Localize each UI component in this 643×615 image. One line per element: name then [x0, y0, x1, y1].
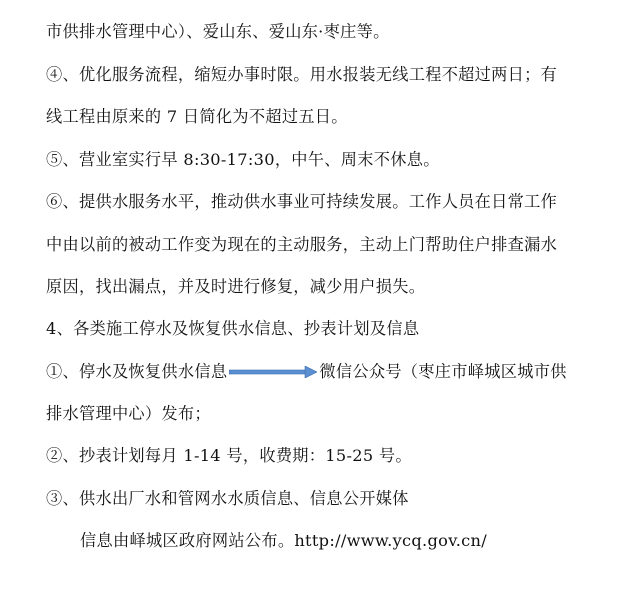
text-line-4: ⑤、营业室实行早 8:30-17:30，中午、周末不休息。: [46, 150, 440, 169]
text-line-11: ③、供水出厂水和管网水水质信息、信息公开媒体: [46, 489, 409, 508]
arrow-line-after-text: 微信公众号（枣庄市峄城区城市供: [319, 362, 567, 381]
text-line-6: 中由以前的被动工作变为现在的主动服务，主动上门帮助住户排查漏水: [46, 235, 558, 254]
text-line-9: 排水管理中心）发布；: [46, 404, 211, 423]
arrow-text-line: [46, 362, 567, 382]
text-line-12: 信息由峄城区政府网站公布。http://www.ycq.gov.cn/: [80, 531, 488, 550]
text-line-5: ⑥、提供水服务水平，推动供水事业可持续发展。工作人员在日常工作: [46, 192, 558, 211]
text-line-3: 线工程由原来的 7 日简化为不超过五日。: [46, 107, 348, 126]
text-line-10: ②、抄表计划每月 1-14 号，收费期：15-25 号。: [46, 446, 412, 465]
right-arrow-icon: [229, 366, 317, 378]
text-line-1: 市供排水管理中心）、爱山东、爱山东·枣庄等。: [46, 22, 390, 41]
text-line-7: 原因，找出漏点，并及时进行修复，减少用户损失。: [46, 277, 426, 296]
section-heading-4: 4、各类施工停水及恢复供水信息、抄表计划及信息: [46, 319, 420, 338]
arrow-line-before-text: ①、停水及恢复供水信息: [46, 362, 228, 381]
text-line-2: ④、优化服务流程，缩短办事时限。用水报装无线工程不超过两日；有: [46, 65, 558, 84]
